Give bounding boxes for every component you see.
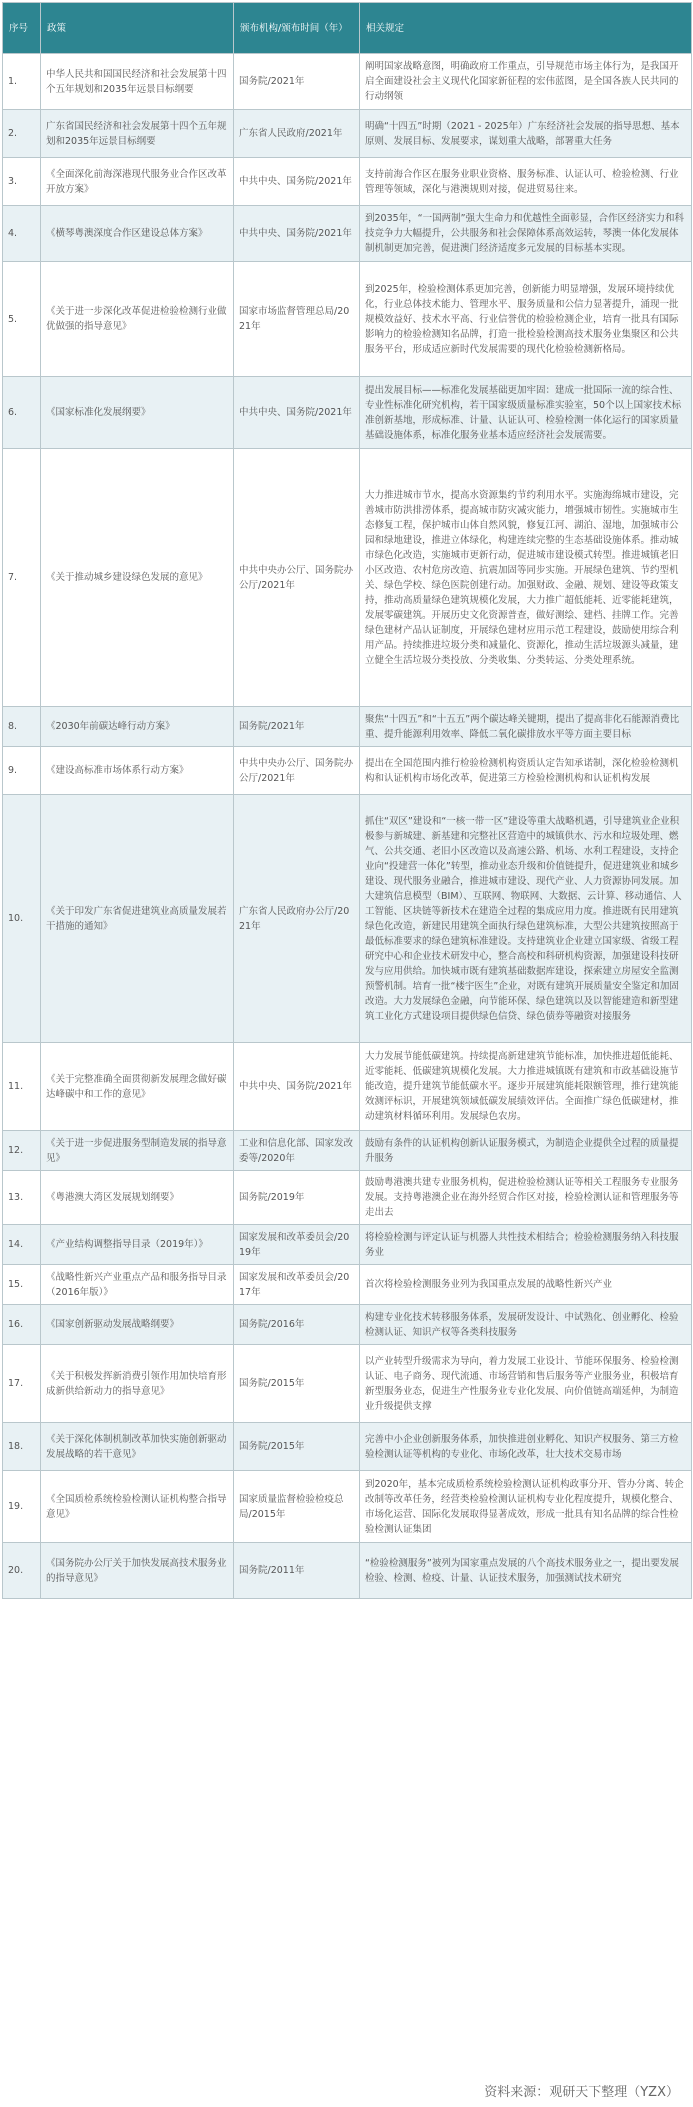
cell-content: 鼓励有条件的认证机构创新认证服务模式，为制造企业提供全过程的质量提升服务 [360,1131,692,1171]
cell-content: 鼓励粤港澳共建专业服务机构，促进检验检测认证等相关工程服务专业服务发展。支持粤港澳企业在海外经贸合作区对接，检验检测认证和管理服务等走出去 [360,1171,692,1225]
table-body [3,54,692,1599]
cell-no: 1. [3,54,41,110]
table-row [3,158,692,206]
cell-policy: 《2030年前碳达峰行动方案》 [41,707,234,747]
table-row [3,1265,692,1305]
cell-no: 2. [3,110,41,158]
cell-policy: 《关于印发广东省促进建筑业高质量发展若干措施的通知》 [41,795,234,1043]
cell-issuer: 广东省人民政府办公厅/2021年 [234,795,360,1043]
cell-issuer: 国务院/2019年 [234,1171,360,1225]
cell-no: 7. [3,449,41,707]
cell-policy: 《国家标准化发展纲要》 [41,377,234,449]
table-row [3,1543,692,1599]
cell-content: 构建专业化技术转移服务体系，发展研发设计、中试熟化、创业孵化、检验检测认证、知识产权等各类科技服务 [360,1305,692,1345]
cell-no: 8. [3,707,41,747]
cell-issuer: 国务院/2011年 [234,1543,360,1599]
cell-issuer: 中共中央办公厅、国务院办公厅/2021年 [234,449,360,707]
cell-policy: 《关于完整准确全面贯彻新发展理念做好碳达峰碳中和工作的意见》 [41,1043,234,1131]
cell-policy: 广东省国民经济和社会发展第十四个五年规划和2035年远景目标纲要 [41,110,234,158]
cell-no: 19. [3,1471,41,1543]
header-content: 相关规定 [360,3,692,54]
policy-table [2,2,692,1599]
cell-no: 10. [3,795,41,1043]
cell-issuer: 中共中央、国务院/2021年 [234,1043,360,1131]
cell-content: 大力发展节能低碳建筑。持续提高新建建筑节能标准，加快推进超低能耗、近零能耗、低碳建筑规模化发展。大力推进城镇既有建筑和市政基础设施节能改造，提升建筑节能低碳水平。逐步开展建筑能耗限额管理，推行建筑能效测评标识，开展建筑领域低碳发展绩效评估。全面推广绿色低碳建材，推动建筑材料循环利用。发展绿色农房。 [360,1043,692,1131]
cell-policy: 《横琴粤澳深度合作区建设总体方案》 [41,206,234,262]
cell-issuer: 国务院/2016年 [234,1305,360,1345]
cell-no: 15. [3,1265,41,1305]
table-row [3,1225,692,1265]
table-row [3,1423,692,1471]
cell-policy: 《关于推动城乡建设绿色发展的意见》 [41,449,234,707]
cell-issuer: 国家质量监督检验检疫总局/2015年 [234,1471,360,1543]
header-no: 序号 [3,3,41,54]
table-row [3,747,692,795]
table-row [3,110,692,158]
source-note: 资料来源：观研天下整理（YZX） [484,2085,679,2100]
cell-policy: 《全面深化前海深港现代服务业合作区改革开放方案》 [41,158,234,206]
cell-content: 支持前海合作区在服务业职业资格、服务标准、认证认可、检验检测、行业管理等领域，深化与港澳规则对接，促进贸易往来。 [360,158,692,206]
cell-issuer: 中共中央、国务院/2021年 [234,377,360,449]
cell-no: 3. [3,158,41,206]
cell-policy: 《关于进一步深化改革促进检验检测行业做优做强的指导意见》 [41,262,234,377]
cell-content: 以产业转型升级需求为导向，着力发展工业设计、节能环保服务、检验检测认证、电子商务、现代流通、市场营销和售后服务等产业服务业，积极培育新型服务业态，促进生产性服务业专业化发展、向价值链高端延伸，为制造业升级提供支撑 [360,1345,692,1423]
cell-content: 将检验检测与评定认证与机器人共性技术相结合；检验检测服务纳入科技服务业 [360,1225,692,1265]
cell-policy: 《国务院办公厅关于加快发展高技术服务业的指导意见》 [41,1543,234,1599]
table-row [3,1345,692,1423]
table-row [3,795,692,1043]
cell-policy: 《全国质检系统检验检测认证机构整合指导意见》 [41,1471,234,1543]
table-row [3,1131,692,1171]
cell-no: 11. [3,1043,41,1131]
cell-issuer: 国务院/2021年 [234,707,360,747]
cell-no: 18. [3,1423,41,1471]
cell-content: 到2025年，检验检测体系更加完善，创新能力明显增强，发展环境持续优化，行业总体技术能力、管理水平、服务质量和公信力显著提升，涌现一批规模效益好、技术水平高、行业信誉优的检验检测企业，培育一批具有国际影响力的检验检测知名品牌，打造一批检验检测高技术服务业集聚区和公共服务平台，形成适应新时代发展需要的现代化检验检测新格局。 [360,262,692,377]
cell-content: “检验检测服务”被列为国家重点发展的八个高技术服务业之一，提出要发展检验、检测、检疫、计量、认证技术服务，加强测试技术研究 [360,1543,692,1599]
cell-issuer: 中共中央、国务院/2021年 [234,158,360,206]
cell-issuer: 广东省人民政府/2021年 [234,110,360,158]
table-row [3,1043,692,1131]
cell-policy: 《关于积极发挥新消费引领作用加快培育形成新供给新动力的指导意见》 [41,1345,234,1423]
cell-issuer: 中共中央、国务院/2021年 [234,206,360,262]
cell-issuer: 工业和信息化部、国家发改委等/2020年 [234,1131,360,1171]
cell-issuer: 国家发展和改革委员会/2017年 [234,1265,360,1305]
table-row [3,54,692,110]
cell-no: 6. [3,377,41,449]
cell-content: 到2035年，“一国两制”强大生命力和优越性全面彰显，合作区经济实力和科技竞争力大幅提升，公共服务和社会保障体系高效运转，琴澳一体化发展体制机制更加完善，促进澳门经济适度多元发展的目标基本实现。 [360,206,692,262]
cell-no: 13. [3,1171,41,1225]
cell-content: 明确“十四五”时期（2021 - 2025年）广东经济社会发展的指导思想、基本原则、发展目标、发展要求，谋划重大战略，部署重大任务 [360,110,692,158]
cell-content: 到2020年，基本完成质检系统检验检测认证机构政事分开、管办分离、转企改制等改革任务，经营类检验检测认证机构专业化程度提升，规模化整合、市场化运营、国际化发展取得显著成效，形成一批具有知名品牌的综合性检验检测认证集团 [360,1471,692,1543]
cell-policy: 《粤港澳大湾区发展规划纲要》 [41,1171,234,1225]
cell-issuer: 国家市场监督管理总局/2021年 [234,262,360,377]
cell-policy: 中华人民共和国国民经济和社会发展第十四个五年规划和2035年远景目标纲要 [41,54,234,110]
cell-issuer: 中共中央办公厅、国务院办公厅/2021年 [234,747,360,795]
table-header-row [3,3,692,54]
cell-no: 16. [3,1305,41,1345]
policy-table-container [2,2,691,1599]
table-row [3,1171,692,1225]
table-row [3,206,692,262]
cell-content: 提出在全国范围内推行检验检测机构资质认定告知承诺制，深化检验检测机构和认证机构市场化改革，促进第三方检验检测机构和认证机构发展 [360,747,692,795]
cell-policy: 《战略性新兴产业重点产品和服务指导目录（2016年版）》 [41,1265,234,1305]
cell-no: 9. [3,747,41,795]
cell-policy: 《建设高标准市场体系行动方案》 [41,747,234,795]
cell-policy: 《产业结构调整指导目录（2019年）》 [41,1225,234,1265]
header-issuer: 颁布机构/颁布时间（年） [234,3,360,54]
cell-no: 5. [3,262,41,377]
cell-no: 14. [3,1225,41,1265]
cell-issuer: 国家发展和改革委员会/2019年 [234,1225,360,1265]
cell-content: 阐明国家战略意图，明确政府工作重点，引导规范市场主体行为，是我国开启全面建设社会主义现代化国家新征程的宏伟蓝图，是全国各族人民共同的行动纲领 [360,54,692,110]
header-policy: 政策 [41,3,234,54]
table-row [3,1471,692,1543]
table-row [3,449,692,707]
cell-content: 首次将检验检测服务业列为我国重点发展的战略性新兴产业 [360,1265,692,1305]
cell-policy: 《国家创新驱动发展战略纲要》 [41,1305,234,1345]
cell-issuer: 国务院/2015年 [234,1345,360,1423]
cell-policy: 《关于深化体制机制改革加快实施创新驱动发展战略的若干意见》 [41,1423,234,1471]
cell-issuer: 国务院/2021年 [234,54,360,110]
cell-content: 聚焦“十四五”和“十五五”两个碳达峰关键期，提出了提高非化石能源消费比重、提升能源利用效率、降低二氧化碳排放水平等方面主要目标 [360,707,692,747]
table-row [3,707,692,747]
cell-issuer: 国务院/2015年 [234,1423,360,1471]
cell-content: 大力推进城市节水，提高水资源集约节约利用水平。实施海绵城市建设，完善城市防洪排涝体系，提高城市防灾减灾能力，增强城市韧性。实施城市生态修复工程，保护城市山体自然风貌，修复江河、湖泊、湿地，加强城市公园和绿地建设，推进立体绿化，构建连续完整的生态基础设施体系。推动城市绿色化改造，实施城市更新行动，促进城市建设模式转型。推进城镇老旧小区改造、农村危房改造、抗震加固等同步实施。开展绿色建筑、节约型机关、绿色学校、绿色医院创建行动。加强财政、金融、规划、建设等政策支持，推动高质量绿色建筑规模化发展，大力推广超低能耗、近零能耗建筑，发展零碳建筑。开展历史文化资源普查，做好测绘、建档、挂牌工作。完善绿色建材产品认证制度，开展绿色建材应用示范工程建设，鼓励使用综合利用产品。持续推进垃圾分类和减量化、资源化，推动生活垃圾源头减量，建立健全生活垃圾分类投放、分类收集、分类转运、分类处理系统。 [360,449,692,707]
table-row [3,1305,692,1345]
table-row [3,262,692,377]
cell-no: 17. [3,1345,41,1423]
cell-content: 完善中小企业创新服务体系，加快推进创业孵化、知识产权服务、第三方检验检测认证等机构的专业化、市场化改革，壮大技术交易市场 [360,1423,692,1471]
cell-content: 抓住“双区”建设和“一核一带一区”建设等重大战略机遇，引导建筑业企业积极参与新城建、新基建和完整社区营造中的城镇供水、污水和垃圾处理、燃气、公共交通、老旧小区改造以及高速公路、机场、水利工程建设，支持企业向“投建营一体化”转型，推动业态升级和价值链提升，促进建筑业和城乡建设、现代服务业融合，推进城市建设、现代产业、人力资源协同发展。加大建筑信息模型（BIM）、互联网、物联网、大数据、云计算、移动通信、人工智能、区块链等新技术在建造全过程的集成应用力度。推进既有民用建筑绿色化改造，新建民用建筑全面执行绿色建筑标准，大型公共建筑按照高于最低标准要求的绿色建筑标准建设。支持建筑业企业建立国家级、省级工程研究中心和企业技术研发中心，整合高校和科研机构资源，加强建设科技研发与应用供给。加快城市既有建筑基础数据库建设，探索建立房屋安全监测预警机制。培育一批“楼宇医生”企业，对既有建筑开展质量安全鉴定和加固改造。大力发展绿色金融，向节能环保、绿色建筑以及以智能建造和新型建筑工业化方式建设项目提供绿色信贷、绿色债券等融资对接服务 [360,795,692,1043]
cell-policy: 《关于进一步促进服务型制造发展的指导意见》 [41,1131,234,1171]
cell-no: 12. [3,1131,41,1171]
cell-no: 20. [3,1543,41,1599]
cell-content: 提出发展目标——标准化发展基础更加牢固：建成一批国际一流的综合性、专业性标准化研究机构，若干国家级质量标准实验室，50个以上国家技术标准创新基地，形成标准、计量、认证认可、检验检测一体化运行的国家质量基础设施体系，标准化服务业基本适应经济社会发展需要。 [360,377,692,449]
table-row [3,377,692,449]
cell-no: 4. [3,206,41,262]
